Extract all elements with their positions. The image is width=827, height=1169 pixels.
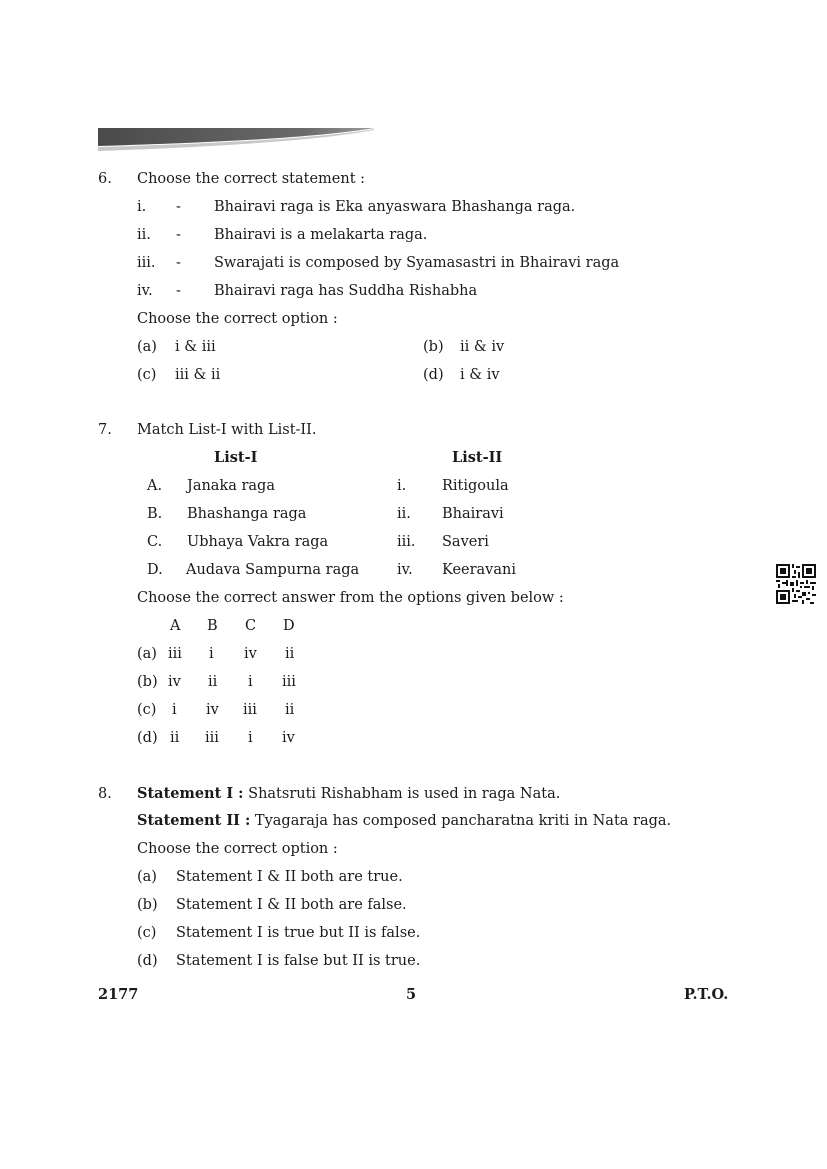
option-prompt: Choose the correct option : xyxy=(137,311,338,327)
option-value: i xyxy=(209,646,214,662)
option-text: iii & ii xyxy=(175,367,221,383)
list2-roman: ii. xyxy=(397,506,411,522)
paper-code: 2177 xyxy=(98,986,139,1003)
option-value: iii xyxy=(282,674,296,690)
list2-item: Saveri xyxy=(442,534,489,550)
question-number: 7. xyxy=(98,422,112,438)
statement-text: Bhairavi raga has Suddha Rishabha xyxy=(214,283,478,299)
statement-1-label: Statement I : xyxy=(137,785,244,802)
option-value: ii xyxy=(208,674,218,690)
option-value: i xyxy=(248,730,253,746)
option-label: (d) xyxy=(137,953,158,969)
list1-key: C. xyxy=(147,534,163,550)
list1-heading: List-I xyxy=(214,449,258,466)
option-value: iv xyxy=(244,646,257,662)
statement-roman: i. xyxy=(137,199,147,215)
list1-item: Ubhaya Vakra raga xyxy=(187,534,329,550)
option-value: iii xyxy=(205,730,219,746)
option-value: ii xyxy=(285,646,295,662)
option-value: ii xyxy=(170,730,180,746)
option-label: (a) xyxy=(137,339,157,355)
page-number: 5 xyxy=(406,986,417,1003)
answer-prompt: Choose the correct answer from the options given below : xyxy=(137,590,564,606)
list2-roman: iii. xyxy=(397,534,416,550)
option-text: Statement I is true but II is false. xyxy=(176,925,421,941)
option-text: i & iii xyxy=(175,339,216,355)
list2-item: Ritigoula xyxy=(442,478,509,494)
option-label: (d) xyxy=(137,730,158,746)
statement-2-text: Tyagaraja has composed pancharatna kriti in Nata raga. xyxy=(254,813,672,829)
statement-dash: - xyxy=(176,227,181,243)
header-band-graphic xyxy=(98,126,374,152)
statement-text: Swarajati is composed by Syamasastri in Bhairavi raga xyxy=(214,255,620,271)
question-prompt: Choose the correct statement : xyxy=(137,171,366,187)
option-label: (b) xyxy=(137,674,158,690)
option-label: (a) xyxy=(137,869,157,885)
column-header: B xyxy=(207,618,218,634)
qr-code-icon xyxy=(776,564,816,604)
list2-roman: iv. xyxy=(397,562,413,578)
list1-item: Audava Sampurna raga xyxy=(186,562,360,578)
list1-item: Janaka raga xyxy=(187,478,275,494)
list1-item: Bhashanga raga xyxy=(187,506,307,522)
list1-key: A. xyxy=(147,478,163,494)
option-label: (c) xyxy=(137,702,157,718)
statement-1 xyxy=(137,785,560,803)
column-header: A xyxy=(170,618,181,634)
option-value: iii xyxy=(168,646,182,662)
option-value: iv xyxy=(206,702,219,718)
option-label: (a) xyxy=(137,646,157,662)
statement-roman: iv. xyxy=(137,283,153,299)
statement-text: Bhairavi is a melakarta raga. xyxy=(214,227,428,243)
option-value: i xyxy=(172,702,177,718)
option-value: ii xyxy=(285,702,295,718)
option-text: Statement I & II both are false. xyxy=(176,897,407,913)
statement-1-text: Shatsruti Rishabham is used in raga Nata. xyxy=(248,786,561,802)
option-label: (c) xyxy=(137,367,157,383)
option-label: (c) xyxy=(137,925,157,941)
statement-dash: - xyxy=(176,199,181,215)
statement-2 xyxy=(137,812,671,830)
list1-key: B. xyxy=(147,506,163,522)
question-prompt: Match List-I with List-II. xyxy=(137,422,317,438)
statement-2-label: Statement II : xyxy=(137,812,251,829)
list2-item: Keeravani xyxy=(442,562,516,578)
option-value: iv xyxy=(282,730,295,746)
list1-key: D. xyxy=(147,562,163,578)
question-number: 6. xyxy=(98,171,112,187)
list2-heading: List-II xyxy=(452,449,503,466)
option-value: iii xyxy=(243,702,257,718)
option-text: ii & iv xyxy=(460,339,505,355)
question-number: 8. xyxy=(98,786,112,802)
column-header: D xyxy=(283,618,295,634)
option-text: Statement I & II both are true. xyxy=(176,869,403,885)
list2-roman: i. xyxy=(397,478,407,494)
option-value: iv xyxy=(168,674,181,690)
statement-dash: - xyxy=(176,255,181,271)
statement-roman: ii. xyxy=(137,227,151,243)
option-label: (b) xyxy=(423,339,444,355)
option-value: i xyxy=(248,674,253,690)
pto-label: P.T.O. xyxy=(684,986,729,1003)
option-text: Statement I is false but II is true. xyxy=(176,953,421,969)
list2-item: Bhairavi xyxy=(442,506,504,522)
option-label: (d) xyxy=(423,367,444,383)
option-label: (b) xyxy=(137,897,158,913)
statement-roman: iii. xyxy=(137,255,156,271)
option-text: i & iv xyxy=(460,367,500,383)
option-prompt: Choose the correct option : xyxy=(137,841,338,857)
statement-dash: - xyxy=(176,283,181,299)
column-header: C xyxy=(245,618,257,634)
statement-text: Bhairavi raga is Eka anyaswara Bhashanga raga. xyxy=(214,199,576,215)
